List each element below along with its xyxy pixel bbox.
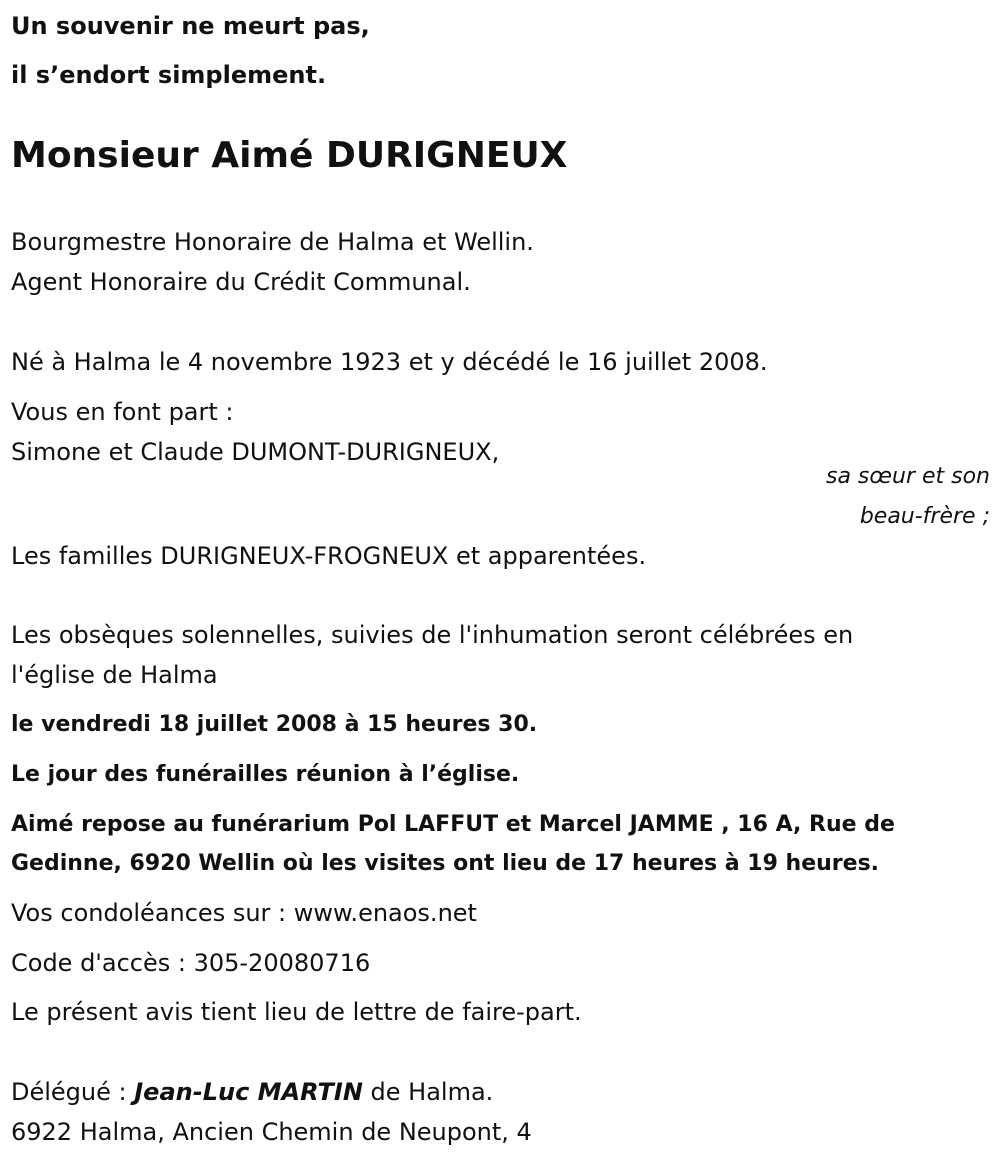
condolences-line: Vos condoléances sur : www.enaos.net — [11, 899, 477, 927]
funerarium-line-2: Gedinne, 6920 Wellin où les visites ont lieu de 17 heures à 19 heures. — [11, 851, 880, 876]
delegate-suffix: de Halma. — [370, 1078, 494, 1106]
ceremony-line-1: Les obsèques solennelles, suivies de l'inhumation seront célébrées en — [11, 621, 854, 649]
delegate-label: Délégué : — [11, 1078, 127, 1106]
motto-line-1: Un souvenir ne meurt pas, — [11, 12, 370, 40]
family-line-2: Les familles DURIGNEUX-FROGNEUX et apparentées. — [11, 542, 647, 570]
gathering-line: Le jour des funérailles réunion à l’église. — [11, 762, 520, 787]
ceremony-date: le vendredi 18 juillet 2008 à 15 heures 30. — [11, 712, 538, 737]
deceased-name: Monsieur Aimé DURIGNEUX — [11, 135, 568, 176]
delegate-address: 6922 Halma, Ancien Chemin de Neupont, 4 — [11, 1118, 532, 1146]
announcement-intro: Vous en font part : — [11, 398, 234, 426]
relation-line-2: beau-frère ; — [859, 504, 990, 529]
family-line-1: Simone et Claude DUMONT-DURIGNEUX, — [11, 438, 500, 466]
birth-death-line: Né à Halma le 4 novembre 1923 et y décédé le 16 juillet 2008. — [11, 348, 768, 376]
title-line-2: Agent Honoraire du Crédit Communal. — [11, 268, 471, 296]
relation-line-1: sa sœur et son — [825, 464, 990, 489]
notice-line: Le présent avis tient lieu de lettre de faire-part. — [11, 998, 582, 1026]
title-line-1: Bourgmestre Honoraire de Halma et Wellin. — [11, 228, 534, 256]
ceremony-line-2: l'église de Halma — [11, 661, 218, 689]
delegate-name: Jean-Luc MARTIN — [134, 1078, 363, 1106]
access-code-line: Code d'accès : 305-20080716 — [11, 949, 371, 977]
delegate-line — [11, 1080, 493, 1104]
funerarium-line-1: Aimé repose au funérarium Pol LAFFUT et Marcel JAMME , 16 A, Rue de — [11, 812, 895, 837]
motto-line-2: il s’endort simplement. — [11, 61, 327, 89]
